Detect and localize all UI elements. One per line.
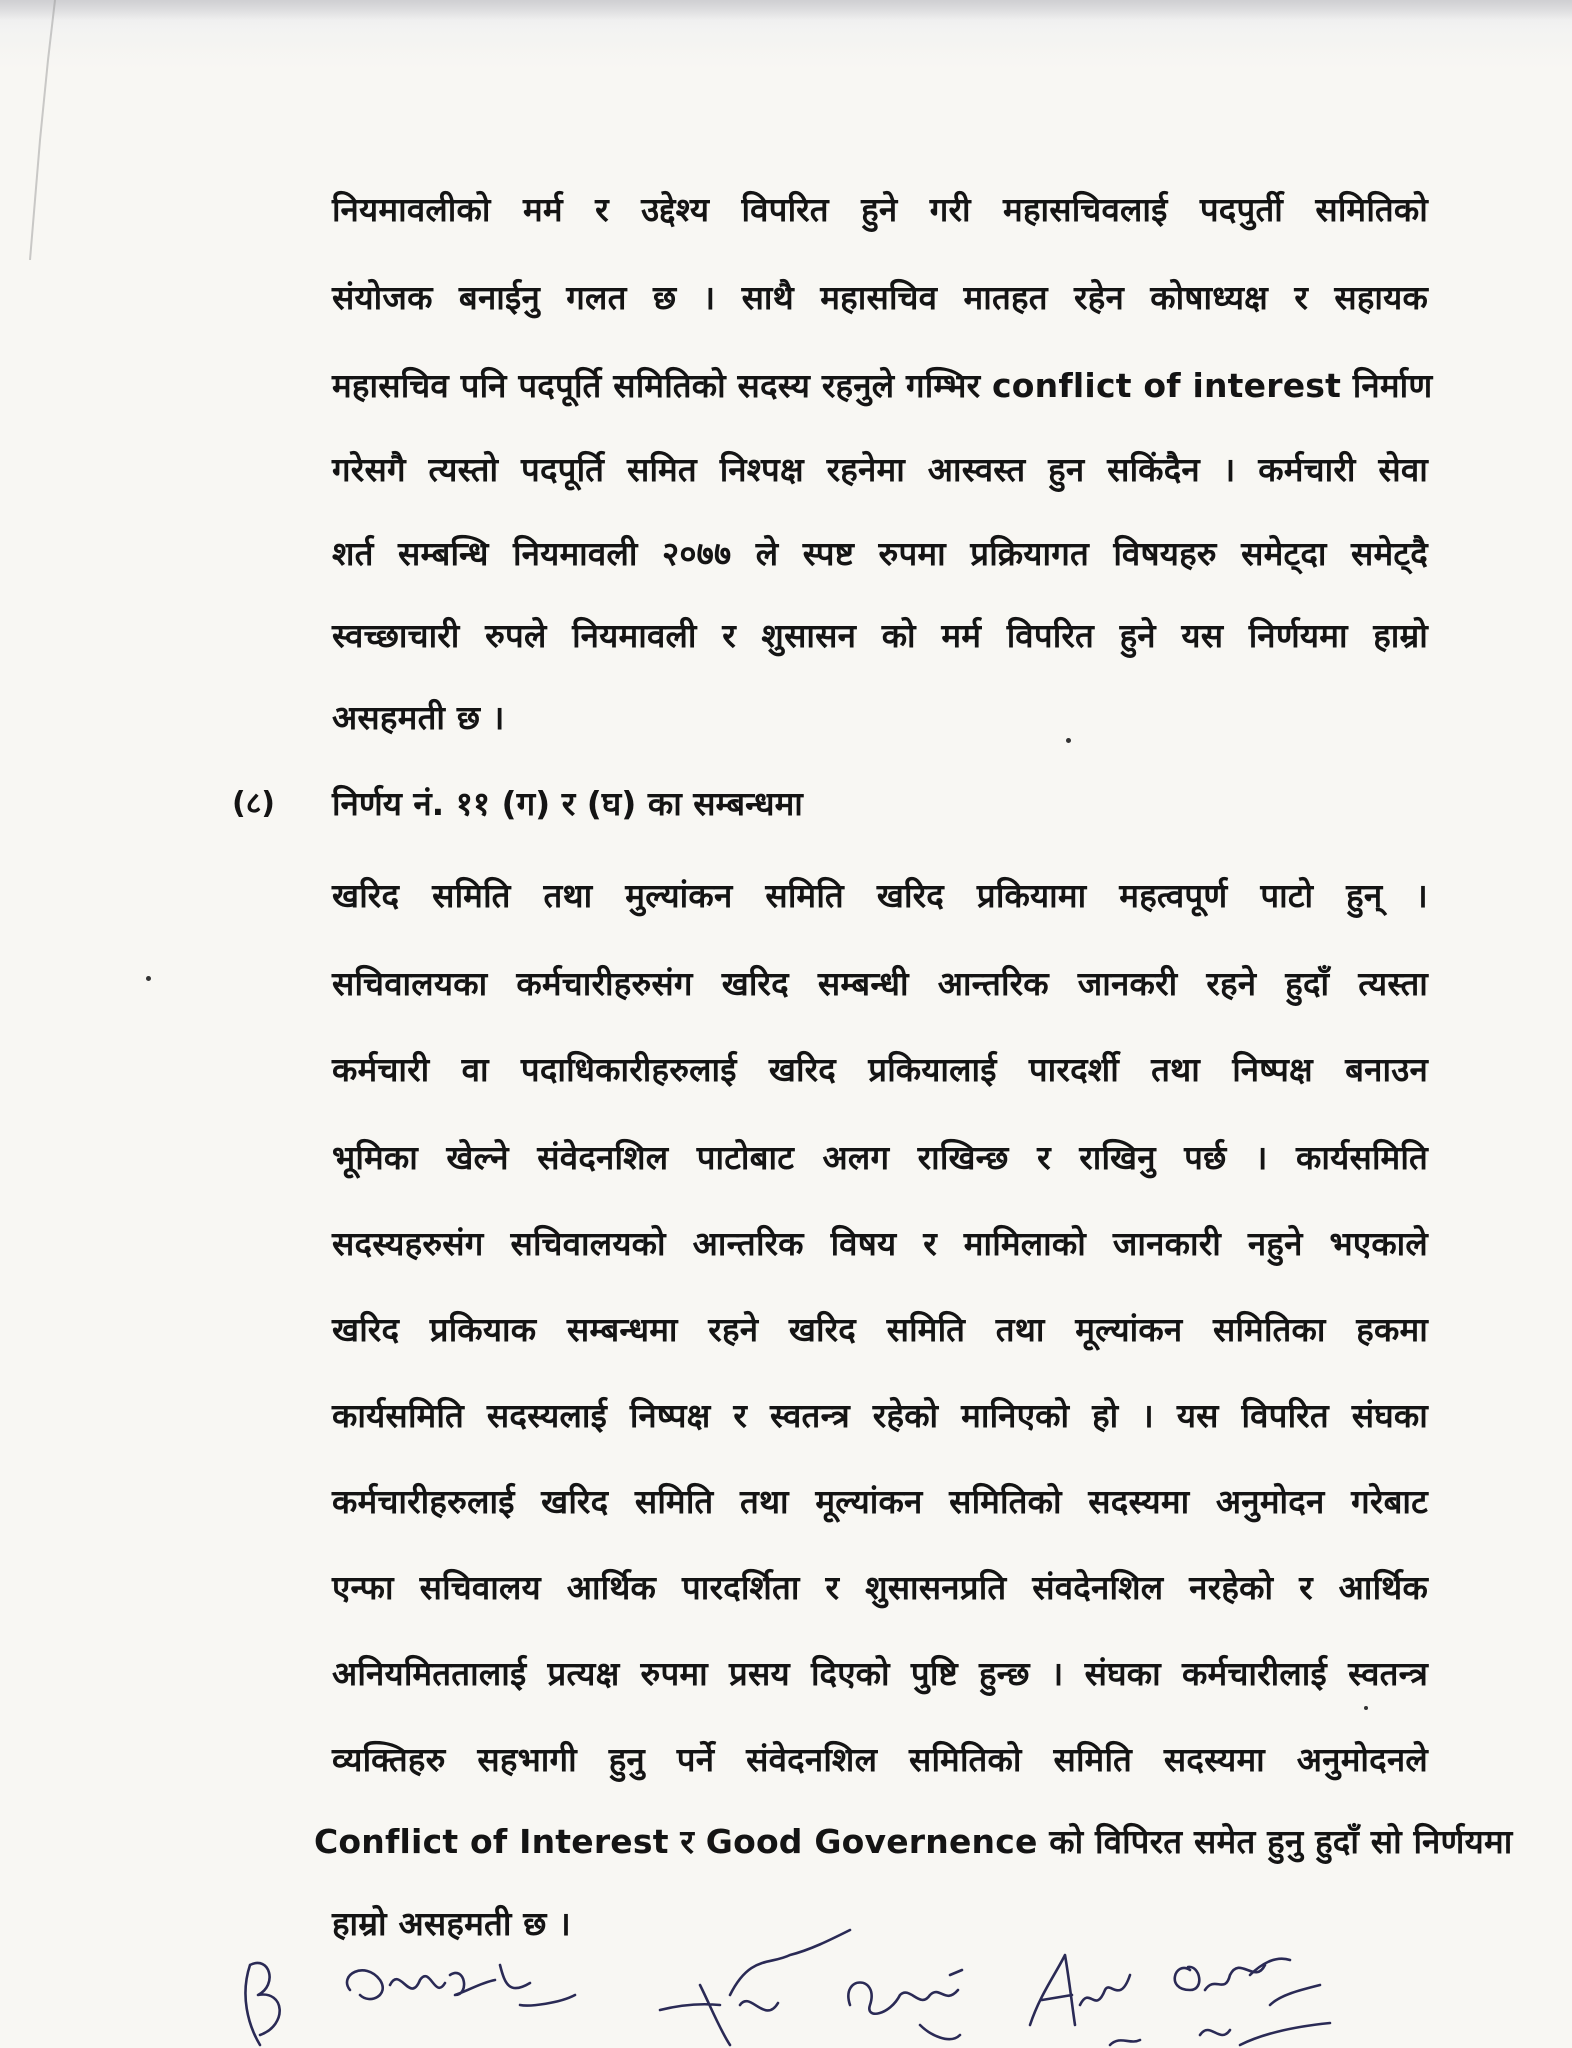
signature-1 (245, 1963, 279, 2045)
paragraph-2-line: सदस्यहरुसंग सचिवालयको आन्तरिक विषय र मामिलाको जानकारी नहुने भएकाले (332, 1224, 1428, 1263)
scan-edge-mark (0, 0, 60, 260)
paragraph-2-line: सचिवालयका कर्मचारीहरुसंग खरिद सम्बन्धी आन्तरिक जानकरी रहने हुदाँ त्यस्ता (332, 964, 1428, 1003)
paragraph-2-line: खरिद समिति तथा मुल्यांकन समिति खरिद प्रकियामा महत्वपूर्ण पाटो हुन् । (332, 876, 1428, 915)
scan-speck (146, 976, 151, 981)
signature-4 (848, 1970, 962, 2039)
signature-3 (660, 1930, 850, 2045)
paragraph-1-line: नियमावलीको मर्म र उद्देश्य विपरित हुने गरी महासचिवलाई पदपुर्ती समितिको (332, 190, 1428, 229)
paragraph-2-line: भूमिका खेल्ने संवेदनशिल पाटोबाट अलग राखिन्छ र राखिनु पर्छ । कार्यसमिति (332, 1138, 1428, 1177)
signature-5 (1030, 1955, 1140, 2045)
item-heading: निर्णय नं. ११ (ग) र (घ) का सम्बन्धमा (332, 784, 803, 823)
paragraph-1-line: संयोजक बनाईनु गलत छ । साथै महासचिव मातहत रहेन कोषाध्यक्ष र सहायक (332, 278, 1428, 317)
paragraph-1-line: स्वच्छाचारी रुपले नियमावली र शुसासन को मर्म विपरित हुने यस निर्णयमा हाम्रो (332, 616, 1428, 655)
paragraph-1-line: गरेसगै त्यस्तो पदपूर्ति समित निश्पक्ष रहनेमा आस्वस्त हुन सकिंदैन । कर्मचारी सेवा (332, 450, 1428, 489)
paragraph-2-line: व्यक्तिहरु सहभागी हुनु पर्ने संवेदनशिल समितिको समिति सदस्यमा अनुमोदनले (332, 1740, 1428, 1779)
signatures (230, 1895, 1350, 2048)
paragraph-2-line: अनियमिततालाई प्रत्यक्ष रुपमा प्रसय दिएको पुष्टि हुन्छ । संघका कर्मचारीलाई स्वतन्त्र (332, 1654, 1428, 1693)
paragraph-2-line: Conflict of Interest र Good Governence को विपिरत समेत हुनु हुदाँ सो निर्णयमा (314, 1822, 1513, 1861)
paragraph-2-line: कार्यसमिति सदस्यलाई निष्पक्ष र स्वतन्त्र रहेको मानिएको हो । यस विपरित संघका (332, 1396, 1428, 1435)
paragraph-1-line: महासचिव पनि पदपूर्ति समितिको सदस्य रहनुले गम्भिर conflict of interest निर्माण (332, 366, 1433, 405)
paragraph-2-line: एन्फा सचिवालय आर्थिक पारदर्शिता र शुसासनप्रति संवदेनशिल नरहेको र आर्थिक (332, 1568, 1428, 1607)
paragraph-2-line: कर्मचारी वा पदाधिकारीहरुलाई खरिद प्रकियालाई पारदर्शी तथा निष्पक्ष बनाउन (332, 1050, 1428, 1089)
paragraph-1-line: शर्त सम्बन्धि नियमावली २०७७ ले स्पष्ट रुपमा प्रक्रियागत विषयहरु समेट्दा समेट्दै (332, 534, 1428, 573)
paragraph-2-line: खरिद प्रकियाक सम्बन्धमा रहने खरिद समिति तथा मूल्यांकन समितिका हकमा (332, 1310, 1428, 1349)
scan-speck (1364, 1706, 1368, 1710)
item-number: (८) (232, 786, 276, 821)
signature-6 (1175, 1959, 1330, 2045)
paragraph-1-line: असहमती छ । (332, 698, 505, 737)
scan-top-shadow (0, 0, 1572, 20)
signature-2 (347, 1965, 575, 2006)
paragraph-2-line: हाम्रो असहमती छ । (332, 1904, 571, 1943)
scan-speck (1066, 738, 1071, 743)
paragraph-2-line: कर्मचारीहरुलाई खरिद समिति तथा मूल्यांकन समितिको सदस्यमा अनुमोदन गरेबाट (332, 1482, 1428, 1521)
